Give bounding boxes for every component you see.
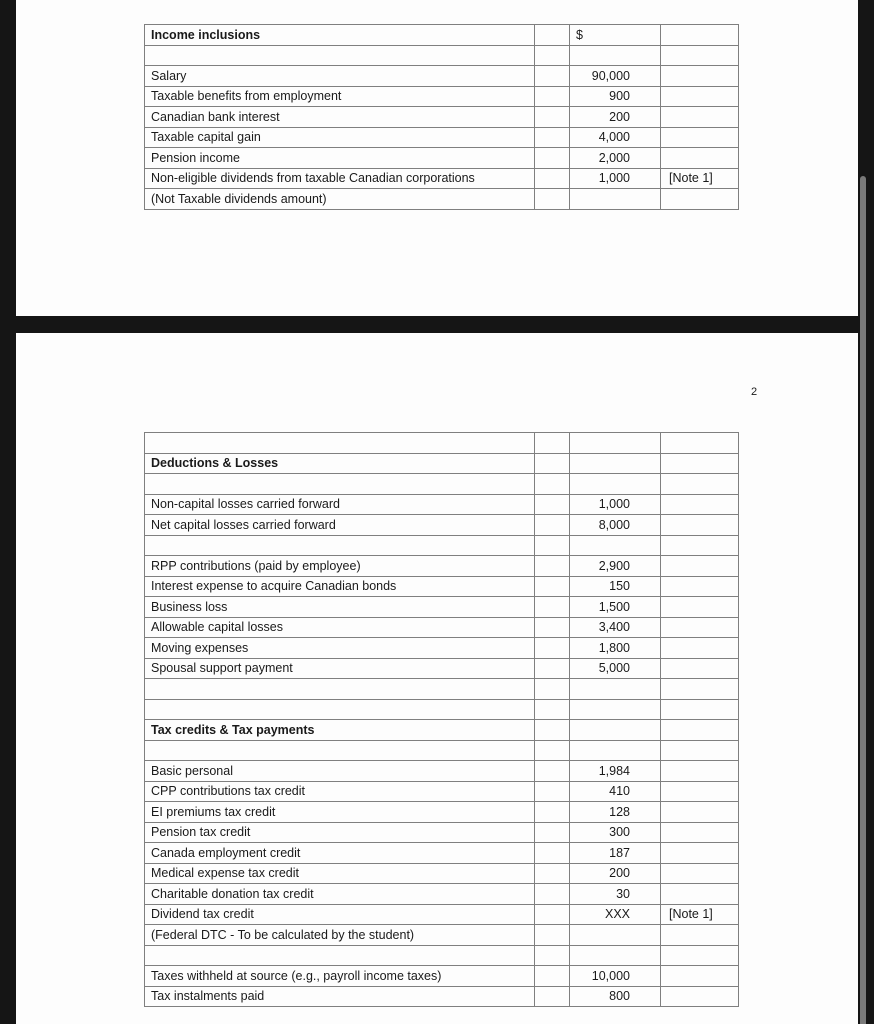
table-row xyxy=(145,107,739,128)
row-value: 90,000 xyxy=(570,66,661,87)
table-row xyxy=(145,189,739,210)
page-number: 2 xyxy=(751,386,758,398)
row-label: Taxes withheld at source (e.g., payroll income taxes) xyxy=(145,966,535,987)
row-label: Moving expenses xyxy=(145,638,535,659)
row-note xyxy=(661,189,739,210)
row-value: 5,000 xyxy=(570,658,661,679)
table-row xyxy=(145,638,739,659)
table-row xyxy=(145,884,739,905)
row-label: Canadian bank interest xyxy=(145,107,535,128)
row-label: EI premiums tax credit xyxy=(145,802,535,823)
table-row xyxy=(145,863,739,884)
vertical-scrollbar[interactable] xyxy=(860,176,866,1024)
row-value: 2,000 xyxy=(570,148,661,169)
table-row xyxy=(145,127,739,148)
deductions-credits-table xyxy=(144,432,739,1007)
row-value xyxy=(570,925,661,946)
row-note: [Note 1] xyxy=(661,904,739,925)
table-row xyxy=(145,781,739,802)
row-note xyxy=(661,761,739,782)
row-label: (Not Taxable dividends amount) xyxy=(145,189,535,210)
row-note xyxy=(661,843,739,864)
table-row xyxy=(145,494,739,515)
document-page-1 xyxy=(16,0,858,316)
row-value: 150 xyxy=(570,576,661,597)
section-title: Income inclusions xyxy=(145,25,535,46)
row-label: Allowable capital losses xyxy=(145,617,535,638)
table-row xyxy=(145,617,739,638)
row-value xyxy=(570,189,661,210)
table-row xyxy=(145,761,739,782)
row-value: 300 xyxy=(570,822,661,843)
row-label: Basic personal xyxy=(145,761,535,782)
table-row xyxy=(145,986,739,1007)
row-value: 1,800 xyxy=(570,638,661,659)
table-row xyxy=(145,25,739,46)
table-row xyxy=(145,474,739,495)
table-row xyxy=(145,535,739,556)
table-row xyxy=(145,148,739,169)
table-row xyxy=(145,168,739,189)
row-value: 200 xyxy=(570,863,661,884)
row-label: Interest expense to acquire Canadian bonds xyxy=(145,576,535,597)
row-note xyxy=(661,925,739,946)
row-value: 187 xyxy=(570,843,661,864)
row-label: RPP contributions (paid by employee) xyxy=(145,556,535,577)
row-note xyxy=(661,148,739,169)
table-row xyxy=(145,679,739,700)
row-label: Charitable donation tax credit xyxy=(145,884,535,905)
row-label: (Federal DTC - To be calculated by the student) xyxy=(145,925,535,946)
row-label: Medical expense tax credit xyxy=(145,863,535,884)
row-label: Net capital losses carried forward xyxy=(145,515,535,536)
table-row xyxy=(145,66,739,87)
row-value: 410 xyxy=(570,781,661,802)
section-title: Deductions & Losses xyxy=(145,453,535,474)
row-label: Spousal support payment xyxy=(145,658,535,679)
row-note xyxy=(661,127,739,148)
row-label: Taxable capital gain xyxy=(145,127,535,148)
row-value: 1,500 xyxy=(570,597,661,618)
row-note xyxy=(661,66,739,87)
row-note xyxy=(661,86,739,107)
row-value: 4,000 xyxy=(570,127,661,148)
section-title: Tax credits & Tax payments xyxy=(145,720,535,741)
table-row xyxy=(145,945,739,966)
row-label: Tax instalments paid xyxy=(145,986,535,1007)
table-row xyxy=(145,699,739,720)
row-note xyxy=(661,781,739,802)
row-note xyxy=(661,884,739,905)
row-label: Non-capital losses carried forward xyxy=(145,494,535,515)
table-row xyxy=(145,822,739,843)
row-value: 1,984 xyxy=(570,761,661,782)
row-value: 128 xyxy=(570,802,661,823)
row-note xyxy=(661,107,739,128)
row-label: Taxable benefits from employment xyxy=(145,86,535,107)
table-row xyxy=(145,658,739,679)
row-label: Pension tax credit xyxy=(145,822,535,843)
table-row xyxy=(145,904,739,925)
row-note xyxy=(661,802,739,823)
row-value: 1,000 xyxy=(570,494,661,515)
table-row xyxy=(145,576,739,597)
row-label: Business loss xyxy=(145,597,535,618)
row-label: Dividend tax credit xyxy=(145,904,535,925)
table-row xyxy=(145,597,739,618)
row-value: 30 xyxy=(570,884,661,905)
table-row xyxy=(145,86,739,107)
row-value: XXX xyxy=(570,904,661,925)
row-note xyxy=(661,863,739,884)
row-label: Salary xyxy=(145,66,535,87)
row-value: 3,400 xyxy=(570,617,661,638)
table-row xyxy=(145,433,739,454)
row-value: 900 xyxy=(570,86,661,107)
income-inclusions-table xyxy=(144,24,739,210)
table-row xyxy=(145,802,739,823)
table-row xyxy=(145,453,739,474)
row-label: Pension income xyxy=(145,148,535,169)
row-note xyxy=(661,822,739,843)
table-row xyxy=(145,925,739,946)
table-row xyxy=(145,843,739,864)
row-value: 8,000 xyxy=(570,515,661,536)
table-row xyxy=(145,720,739,741)
currency-symbol: $ xyxy=(570,25,661,46)
row-value: 800 xyxy=(570,986,661,1007)
table-row xyxy=(145,966,739,987)
row-label: CPP contributions tax credit xyxy=(145,781,535,802)
row-value: 200 xyxy=(570,107,661,128)
row-value: 10,000 xyxy=(570,966,661,987)
table-row xyxy=(145,515,739,536)
row-label: Non-eligible dividends from taxable Canadian corporations xyxy=(145,168,535,189)
row-value: 1,000 xyxy=(570,168,661,189)
document-page-2 xyxy=(16,333,858,1024)
row-note: [Note 1] xyxy=(661,168,739,189)
table-row xyxy=(145,556,739,577)
table-row xyxy=(145,740,739,761)
table-row xyxy=(145,45,739,66)
row-value: 2,900 xyxy=(570,556,661,577)
row-label: Canada employment credit xyxy=(145,843,535,864)
